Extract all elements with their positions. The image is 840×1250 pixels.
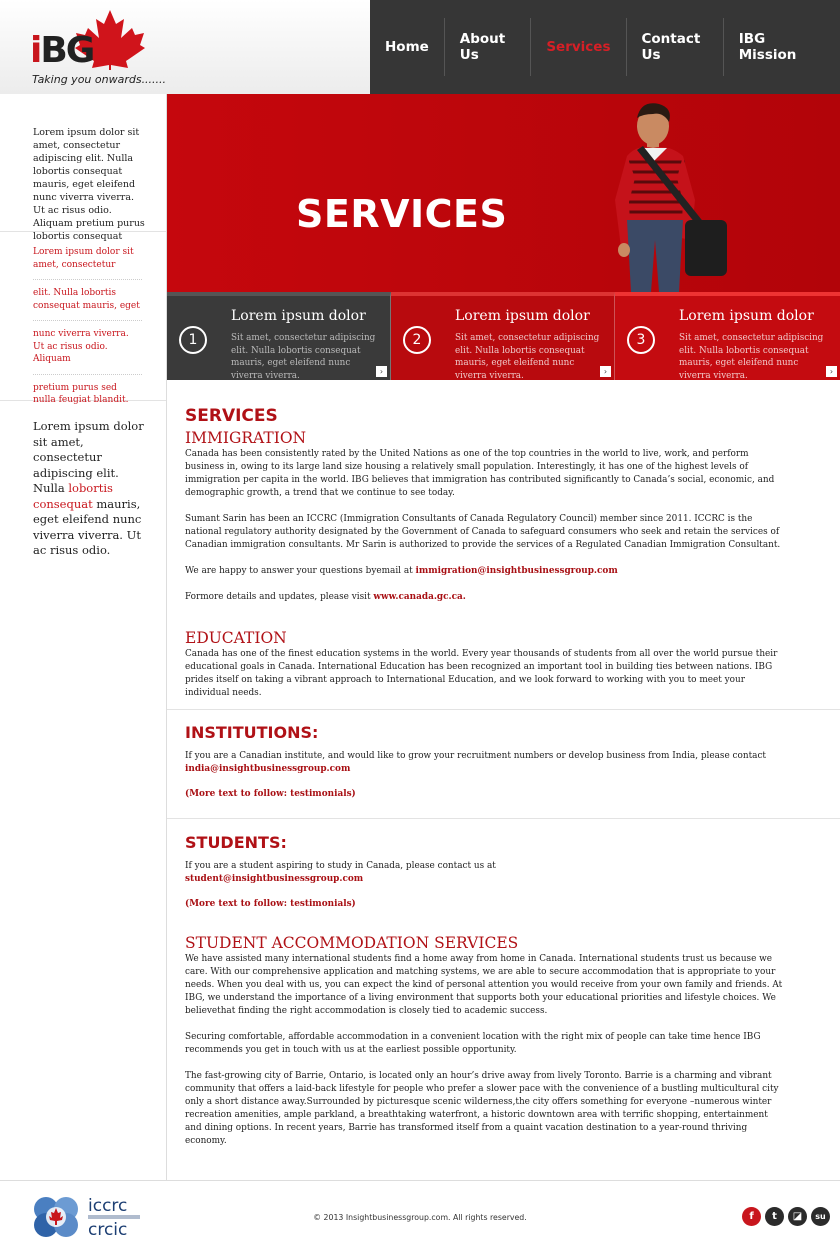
sidebar-link[interactable]: pretium purus sed nulla feugiat blandit.	[33, 382, 129, 405]
feature-title: Lorem ipsum dolor	[679, 308, 814, 324]
nav-home[interactable]: Home	[385, 39, 429, 55]
main-navigation	[370, 0, 840, 94]
arrow-right-icon[interactable]: ›	[376, 366, 387, 377]
copyright-text: © 2013 Insightbusinessgroup.com. All rights reserved.	[313, 1213, 527, 1222]
section-heading-immigration: IMMIGRATION	[185, 429, 307, 447]
canada-gov-link[interactable]: www.canada.gc.ca.	[373, 592, 466, 602]
svg-text:iccrc: iccrc	[88, 1196, 128, 1216]
feature-number: 1	[179, 326, 207, 354]
footer	[0, 1180, 840, 1250]
paragraph: Sumant Sarin has been an ICCRC (Immigration Consultants of Canada Regulatory Council) member since 2011. ICCRC is the national regulatory authority designated by the Government of Canada to safeguard consumers who seek and retain the services of Canadian immigration consultants. Mr Sarin is authorized to provide the services of a Regulated Canadian Immigration Consultant.	[185, 514, 781, 550]
arrow-right-icon[interactable]: ›	[826, 366, 837, 377]
paragraph: We have assisted many international students find a home away from home in Canada. International students trust us because we care. With our comprehensive application and matching systems, we are able to secure accommodation that is appropriate to your needs. When you deal with us, you can expect the kind of personal attention you would receive from your own family and friends. At IBG, we understand the importance of a living environment that supports both your educational priorities and lifestyle choices. We believethat finding the right accommodation is closely tied to academic success.	[185, 954, 783, 1016]
sidebar-link[interactable]: nunc viverra viverra. Ut ac risus odio. Aliquam	[33, 326, 142, 375]
logo-tagline: Taking you onwards.......	[32, 73, 167, 86]
nav-services[interactable]: Services	[530, 18, 625, 76]
student-email-link[interactable]: student@insightbusinessgroup.com	[185, 874, 364, 884]
sidebar-links	[0, 232, 166, 405]
institutions-section	[185, 722, 785, 801]
feature-text: Sit amet, consectetur adipiscing elit. Nulla lobortis consequat mauris, eget eleifend nunc viverra viverra.	[455, 333, 600, 381]
facebook-icon[interactable]: f	[742, 1207, 761, 1226]
nav-contact-us[interactable]: Contact Us	[626, 18, 723, 76]
section-heading-accommodation: STUDENT ACCOMMODATION SERVICES	[185, 934, 519, 952]
sidebar-intro: Lorem ipsum dolor sit amet, consectetur adipiscing elit. Nulla lobortis consequat mauris, eget eleifend nunc viverra viverra. Ut ac risus odio. Aliquam pretium purus lobortis consequat	[0, 94, 166, 232]
feature-title: Lorem ipsum dolor	[455, 308, 590, 324]
paragraph: Canada has one of the finest education systems in the world. Every year thousands of students from all over the world pursue their educational goals in Canada. International Education has been recognized an important tool in building ties between nations. IBG prides itself on taking a vibrant approach to International Education, and we look forward to working with you to meet your individual needs.	[185, 649, 778, 698]
india-email-link[interactable]: india@insightbusinessgroup.com	[185, 764, 351, 774]
section-heading-education: EDUCATION	[185, 629, 287, 647]
feature-title: Lorem ipsum dolor	[231, 308, 366, 324]
feature-strip	[167, 292, 840, 380]
social-links	[742, 1207, 830, 1226]
section-divider	[167, 818, 840, 819]
sidebar-link[interactable]: Lorem ipsum dolor sit amet, consectetur	[33, 244, 142, 280]
sidebar-quote-highlight: lobortis consequat	[33, 481, 113, 511]
feature-text: Sit amet, consectetur adipiscing elit. Nulla lobortis consequat mauris, eget eleifend nunc viverra viverra.	[679, 333, 824, 381]
paragraph: The fast-growing city of Barrie, Ontario, is located only an hour’s drive away from lively Toronto. Barrie is a charming and vibrant community that offers a laid-back lifestyle for people who prefer a slower pace with the convenience of a bustling multicultural city only a short distance away.Surrounded by picturesque scenic wilderness,the city offers something for everyone –numerous winter recreation amenities, ample parkland, a breathtaking waterfront, a historic downtown area with terrific shopping, entertainment and dining options. In recent years, Barrie has transformed itself from a quaint vacation destination to a year-round thriving economy.	[185, 1071, 779, 1146]
logo-wordmark: iBG	[30, 30, 94, 71]
stumbleupon-icon[interactable]: su	[811, 1207, 830, 1226]
immigration-email-link[interactable]: immigration@insightbusinessgroup.com	[415, 566, 618, 576]
student-photo	[607, 100, 747, 292]
paragraph: Canada has been consistently rated by the United Nations as one of the top countries in the world to live, work, and perform business in, owing to its large land size housing a relatively small population. Interestingly, it has one of the highest levels of immigration per capita in the world. IBG believes that immigration has contributed significantly to Canada’s social, economic, and demographic growth, a trend that we continue to see today.	[185, 449, 775, 498]
site-logo[interactable]	[0, 0, 370, 94]
sidebar-quote: Lorem ipsum dolor sit amet, consectetur adipiscing elit. Nulla lobortis consequat mauris, eget eleifend nunc viverra viverra. Ut ac risus odio.	[33, 419, 144, 557]
banner-title: SERVICES	[296, 192, 508, 236]
paragraph: Securing comfortable, affordable accommodation in a convenient location with the right mix of people can take time hence IBG recommends you get in touch with us at the earliest possible opportunity.	[185, 1032, 761, 1055]
main-content	[185, 405, 785, 713]
students-section	[185, 832, 785, 1148]
paragraph: Formore details and updates, please visit www.canada.gc.ca.	[185, 592, 466, 602]
arrow-right-icon[interactable]: ›	[600, 366, 611, 377]
feature-number: 3	[627, 326, 655, 354]
twitter-icon[interactable]: t	[765, 1207, 784, 1226]
section-heading-institutions: INSTITUTIONS:	[185, 723, 319, 742]
feature-box[interactable]	[167, 292, 391, 380]
sidebar-link[interactable]: elit. Nulla lobortis consequat mauris, eget	[33, 285, 142, 321]
nav-ibg-mission[interactable]: IBG Mission	[723, 18, 840, 76]
feature-number: 2	[403, 326, 431, 354]
feature-text: Sit amet, consectetur adipiscing elit. Nulla lobortis consequat mauris, eget eleifend nunc viverra viverra.	[231, 333, 376, 381]
more-text-note: (More text to follow: testimonials)	[185, 899, 356, 909]
paragraph: We are happy to answer your questions byemail at immigration@insightbusinessgroup.com	[185, 566, 618, 576]
paragraph: If you are a Canadian institute, and would like to grow your recruitment numbers or develop business from India, please contact	[185, 751, 766, 761]
sidebar	[0, 94, 167, 1180]
paragraph: If you are a student aspiring to study in Canada, please contact us at	[185, 861, 496, 871]
delicious-icon[interactable]: ◪	[788, 1207, 807, 1226]
feature-box[interactable]	[391, 292, 615, 380]
section-divider	[167, 709, 840, 710]
feature-box[interactable]	[615, 292, 840, 380]
page-title: SERVICES	[185, 406, 278, 426]
svg-text:crcic: crcic	[88, 1220, 128, 1240]
hero-banner	[167, 94, 840, 292]
more-text-note: (More text to follow: testimonials)	[185, 789, 356, 799]
section-heading-students: STUDENTS:	[185, 833, 287, 852]
nav-about-us[interactable]: About Us	[444, 18, 531, 76]
